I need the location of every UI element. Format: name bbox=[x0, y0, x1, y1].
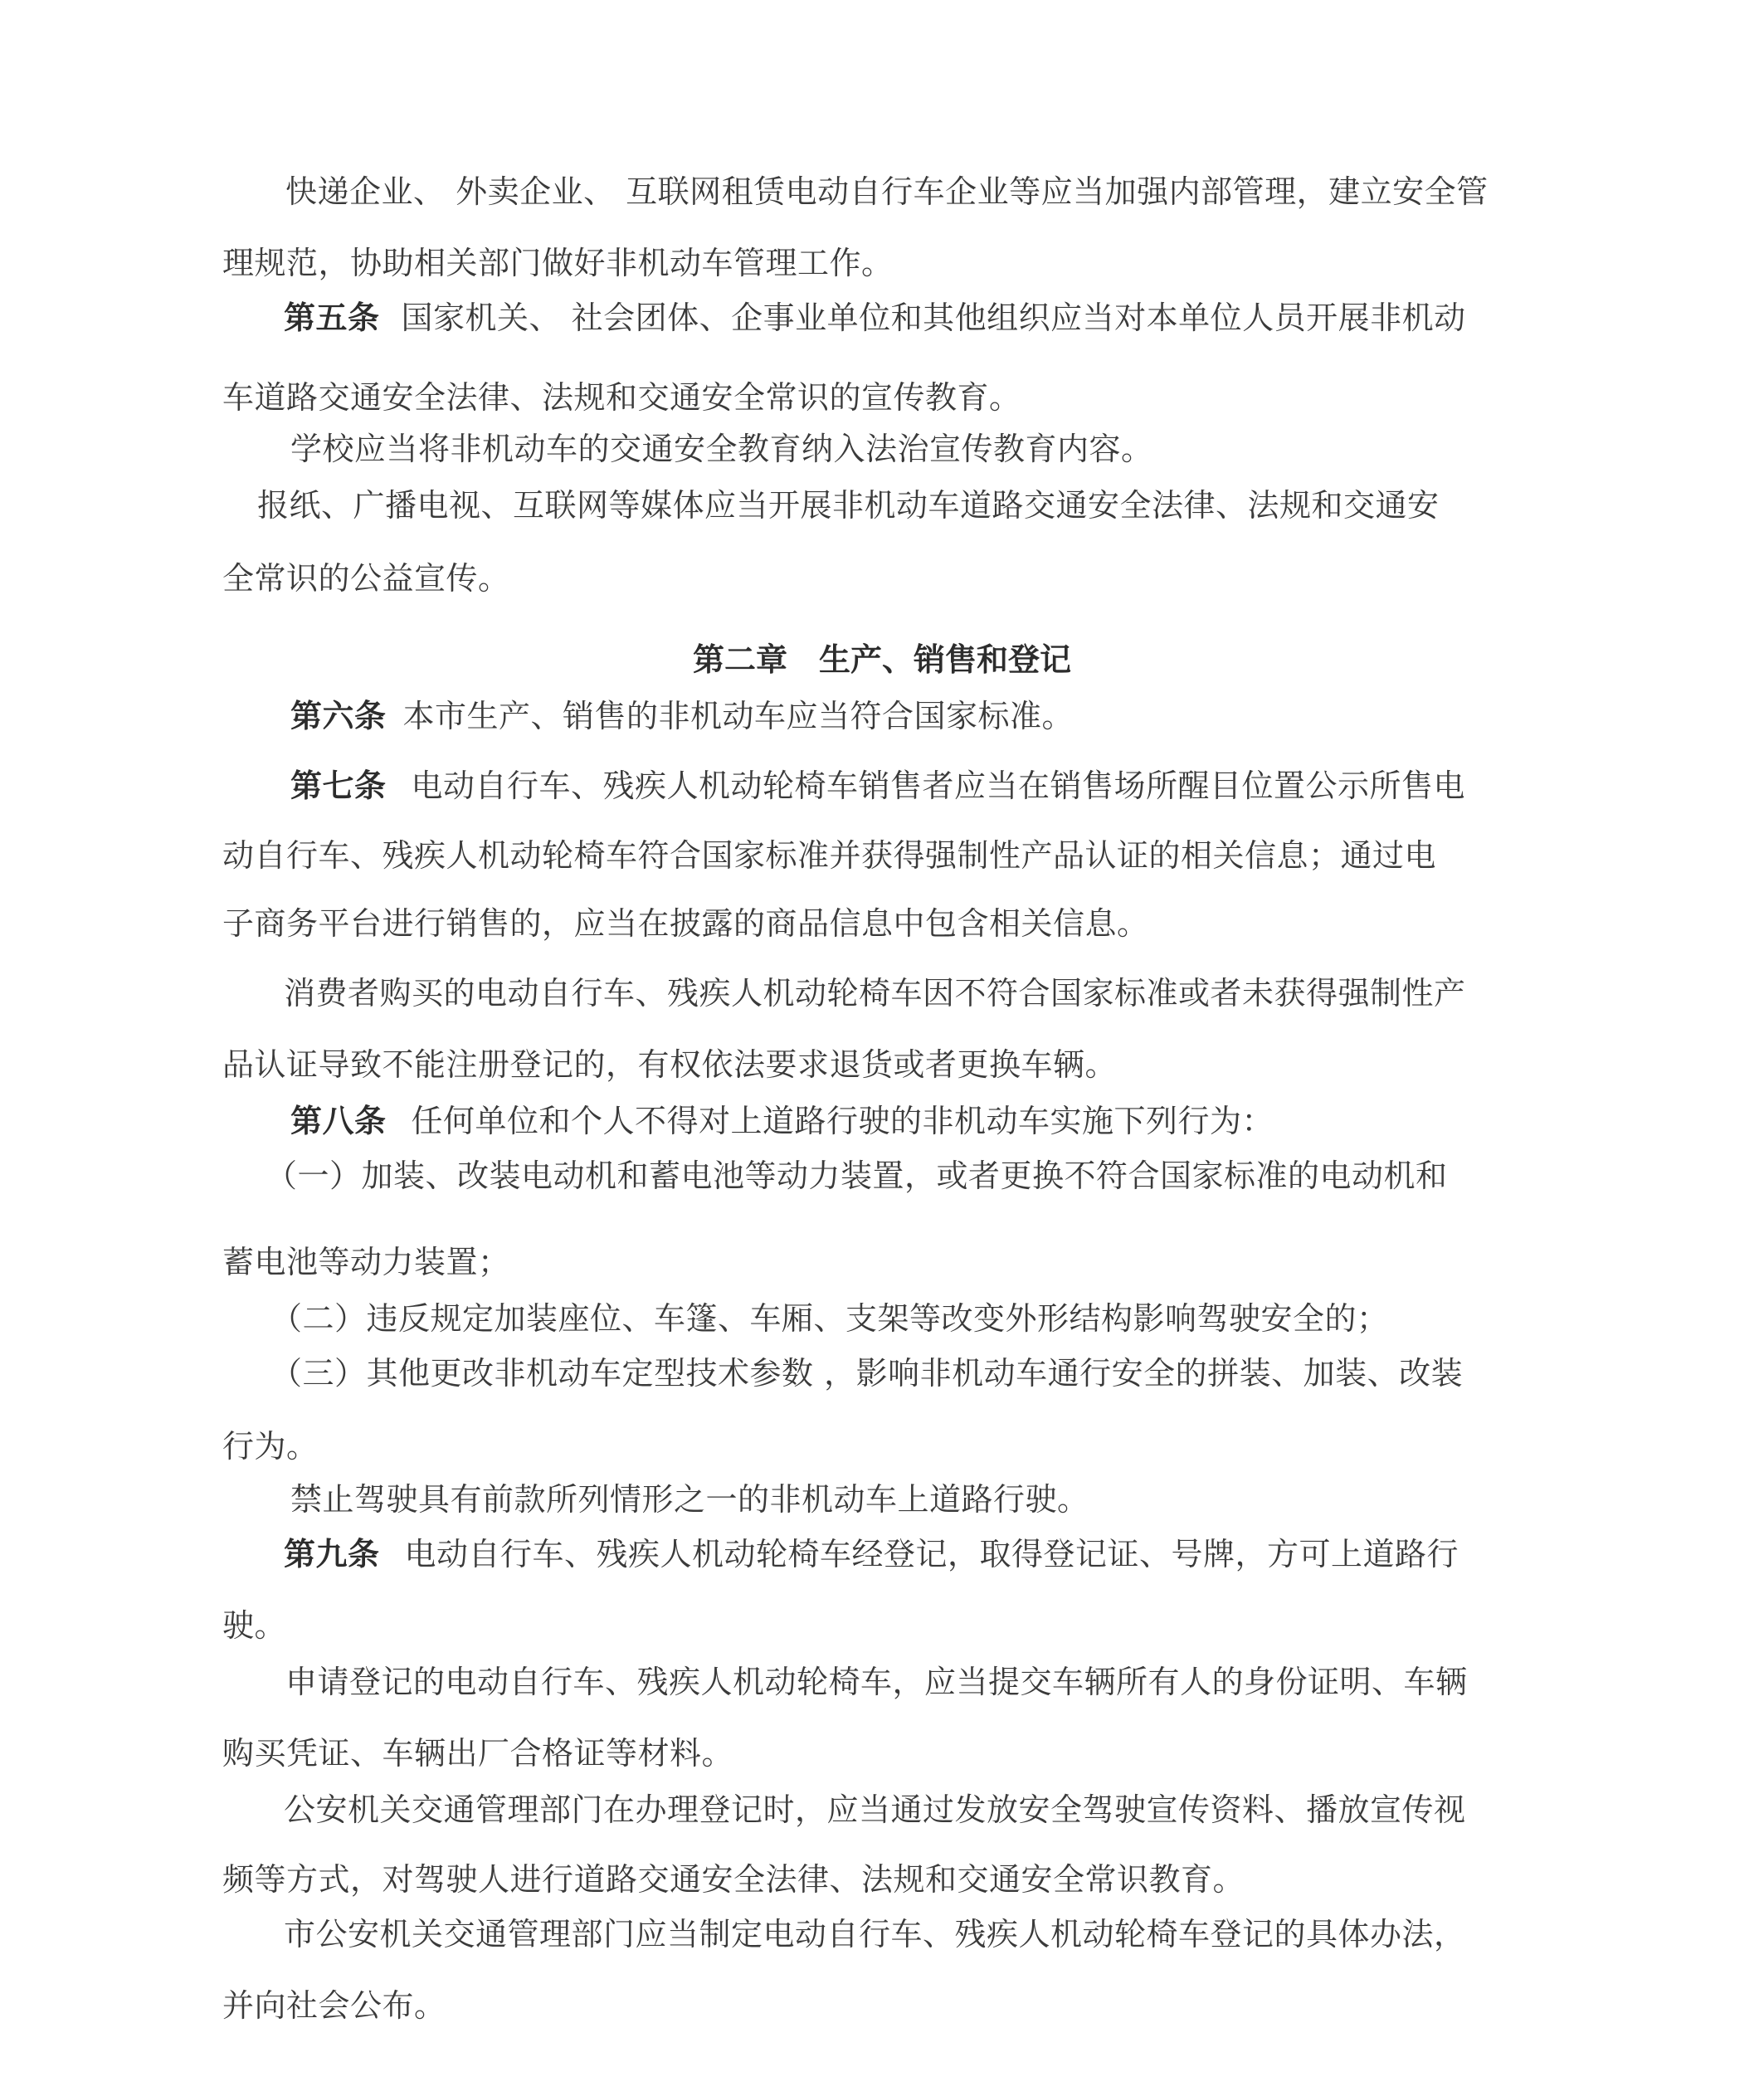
article-6-label: 第六条 bbox=[290, 698, 387, 734]
article-5-label: 第五条 bbox=[284, 300, 380, 336]
paragraph-media-line-1: 报纸、广播电视、互联网等媒体应当开展非机动车道路交通安全法律、法规和交通安 bbox=[257, 487, 1440, 524]
paragraph-city-line-2: 并向社会公布。 bbox=[222, 1987, 446, 2024]
paragraph-city-line-1: 市公安机关交通管理部门应当制定电动自行车、残疾人机动轮椅车登记的具体办法， bbox=[284, 1916, 1466, 1952]
chapter-2-heading: 第二章 生产、销售和登记 bbox=[692, 641, 1071, 678]
article-8-item-1-line-1: （一）加装、改装电动机和蓄电池等动力装置，或者更换不符合国家标准的电动机和 bbox=[266, 1158, 1448, 1194]
paragraph-apply-line-1: 申请登记的电动自行车、残疾人机动轮椅车，应当提交车辆所有人的身份证明、车辆 bbox=[285, 1664, 1468, 1700]
article-9-text: 电动自行车、残疾人机动轮椅车经登记，取得登记证、号牌，方可上道路行 bbox=[404, 1536, 1459, 1572]
article-8-item-3-line-2: 行为。 bbox=[222, 1428, 319, 1465]
article-8-label: 第八条 bbox=[290, 1103, 387, 1139]
article-6-text: 本市生产、销售的非机动车应当符合国家标准。 bbox=[402, 698, 1074, 734]
paragraph-media-line-2: 全常识的公益宣传。 bbox=[222, 560, 510, 597]
article-8-text: 任何单位和个人不得对上道路行驶的非机动车实施下列行为： bbox=[411, 1103, 1274, 1139]
article-8-item-2: （二）违反规定加装座位、车篷、车厢、支架等改变外形结构影响驾驶安全的； bbox=[270, 1300, 1389, 1337]
paragraph-police-line-1: 公安机关交通管理部门在办理登记时，应当通过发放安全驾驶宣传资料、播放宣传视 bbox=[284, 1791, 1466, 1828]
article-9-line-2: 驶。 bbox=[222, 1607, 287, 1644]
paragraph-delivery-line-1: 快递企业、 外卖企业、 互联网租赁电动自行车企业等应当加强内部管理，建立安全管 bbox=[285, 173, 1489, 210]
paragraph-school: 学校应当将非机动车的交通安全教育纳入法治宣传教育内容。 bbox=[290, 431, 1153, 467]
article-7-label: 第七条 bbox=[290, 768, 387, 804]
article-8-line-1 bbox=[222, 1100, 1618, 1142]
article-5-line-2: 车道路交通安全法律、法规和交通安全常识的宣传教育。 bbox=[222, 379, 1021, 416]
paragraph-delivery-line-2: 理规范，协助相关部门做好非机动车管理工作。 bbox=[222, 245, 894, 281]
article-7-text: 电动自行车、残疾人机动轮椅车销售者应当在销售场所醒目位置公示所售电 bbox=[411, 768, 1466, 804]
article-9-line-1 bbox=[222, 1533, 1611, 1575]
paragraph-consumer-line-1: 消费者购买的电动自行车、残疾人机动轮椅车因不符合国家标准或者未获得强制性产 bbox=[284, 975, 1466, 1011]
article-8-item-3-line-1: （三）其他更改非机动车定型技术参数 ，影响非机动车通行安全的拼装、加装、改装 bbox=[270, 1355, 1464, 1392]
article-7-line-1 bbox=[222, 765, 1618, 807]
article-5-line-1 bbox=[222, 297, 1611, 339]
article-8-item-1-line-2: 蓄电池等动力装置； bbox=[222, 1244, 510, 1280]
article-5-text: 国家机关、 社会团体、企事业单位和其他组织应当对本单位人员开展非机动 bbox=[401, 300, 1466, 336]
article-7-line-2: 动自行车、残疾人机动轮椅车符合国家标准并获得强制性产品认证的相关信息；通过电 bbox=[222, 837, 1437, 874]
paragraph-forbid: 禁止驾驶具有前款所列情形之一的非机动车上道路行驶。 bbox=[290, 1481, 1089, 1518]
article-6-line-1 bbox=[222, 695, 1618, 737]
paragraph-consumer-line-2: 品认证导致不能注册登记的，有权依法要求退货或者更换车辆。 bbox=[222, 1046, 1118, 1083]
article-9-label: 第九条 bbox=[284, 1536, 380, 1572]
paragraph-apply-line-2: 购买凭证、车辆出厂合格证等材料。 bbox=[222, 1735, 734, 1772]
paragraph-police-line-2: 频等方式，对驾驶人进行道路交通安全法律、法规和交通安全常识教育。 bbox=[222, 1861, 1245, 1898]
article-7-line-3: 子商务平台进行销售的，应当在披露的商品信息中包含相关信息。 bbox=[222, 905, 1149, 942]
